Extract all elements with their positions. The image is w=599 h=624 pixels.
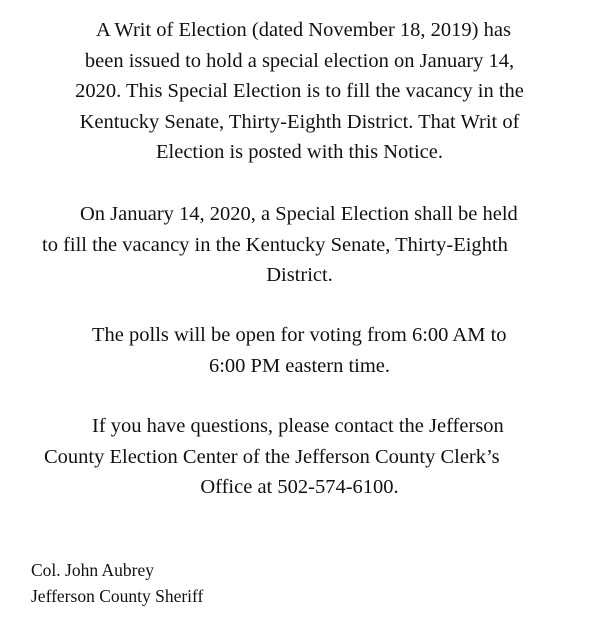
paragraph-line: to fill the vacancy in the Kentucky Senate, Thirty-Eighth bbox=[42, 233, 508, 256]
paragraph-line: been issued to hold a special election on January 14, bbox=[84, 49, 515, 72]
contact-paragraph bbox=[0, 411, 599, 503]
paragraph-line: Election is posted with this Notice. bbox=[156, 141, 443, 163]
paragraph-line: A Writ of Election (dated November 18, 2019) has bbox=[96, 19, 511, 41]
polling-hours-paragraph bbox=[0, 320, 599, 381]
paragraph-line: Kentucky Senate, Thirty-Eighth District. That Writ of bbox=[79, 110, 520, 133]
special-election-paragraph bbox=[0, 199, 599, 291]
signatory-title: Jefferson County Sheriff bbox=[31, 586, 204, 606]
paragraph-line: On January 14, 2020, a Special Election shall be held bbox=[80, 203, 518, 225]
paragraph-line: 6:00 PM eastern time. bbox=[208, 354, 391, 377]
paragraph-line: County Election Center of the Jefferson County Clerk’s bbox=[44, 445, 500, 468]
signatory-name: Col. John Aubrey bbox=[31, 560, 154, 580]
paragraph-line: The polls will be open for voting from 6:00 AM to bbox=[92, 324, 507, 346]
paragraph-line: Office at 502-574-6100. bbox=[200, 476, 399, 498]
paragraph-line: District. bbox=[266, 264, 333, 286]
paragraph-line: If you have questions, please contact the Jefferson bbox=[92, 415, 504, 437]
writ-of-election-paragraph bbox=[0, 15, 599, 168]
paragraph-line: 2020. This Special Election is to fill the vacancy in the bbox=[75, 80, 524, 102]
